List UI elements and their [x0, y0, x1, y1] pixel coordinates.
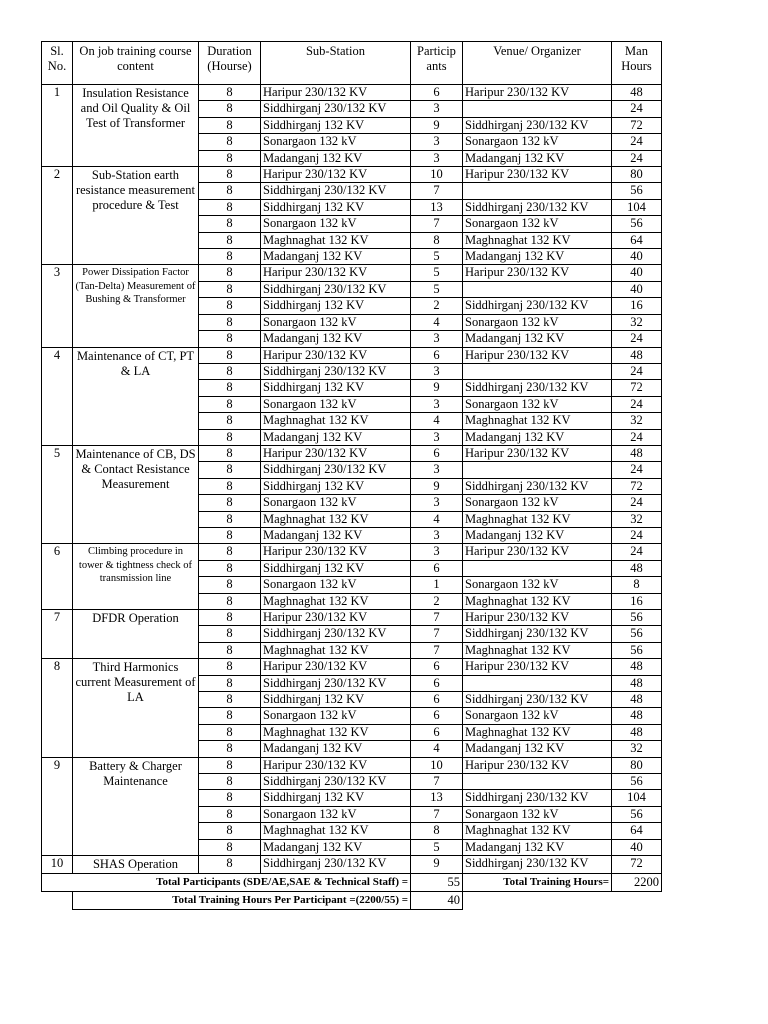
- table-row: [42, 757, 662, 773]
- course-sl-cell: 5: [42, 445, 73, 543]
- substation-cell: Sonargaon 132 kV: [261, 396, 411, 412]
- substation-cell: Haripur 230/132 KV: [261, 347, 411, 363]
- participants-cell: 7: [411, 806, 463, 822]
- participants-cell: 6: [411, 675, 463, 691]
- participants-cell: 2: [411, 593, 463, 609]
- duration-cell: 8: [199, 396, 261, 412]
- course-title-cell: Third Harmonics current Measurement of LA: [73, 659, 199, 757]
- venue-cell: Madanganj 132 KV: [463, 527, 612, 543]
- manhours-cell: 48: [612, 692, 662, 708]
- substation-cell: Madanganj 132 KV: [261, 331, 411, 347]
- course-title-cell: SHAS Operation: [73, 856, 199, 874]
- manhours-cell: 56: [612, 642, 662, 658]
- duration-cell: 8: [199, 281, 261, 297]
- venue-cell: Madanganj 132 KV: [463, 331, 612, 347]
- header-course: On job training course content: [73, 42, 199, 85]
- participants-cell: 9: [411, 856, 463, 874]
- substation-cell: Maghnaghat 132 KV: [261, 232, 411, 248]
- duration-cell: 8: [199, 150, 261, 166]
- venue-cell: [463, 281, 612, 297]
- course-sl-cell: 8: [42, 659, 73, 757]
- manhours-cell: 48: [612, 675, 662, 691]
- substation-cell: Haripur 230/132 KV: [261, 659, 411, 675]
- header-substation: Sub-Station: [261, 42, 411, 85]
- table-row: [42, 610, 662, 626]
- participants-cell: 2: [411, 298, 463, 314]
- duration-cell: 8: [199, 757, 261, 773]
- venue-cell: Siddhirganj 230/132 KV: [463, 199, 612, 215]
- manhours-cell: 32: [612, 511, 662, 527]
- duration-cell: 8: [199, 85, 261, 101]
- manhours-cell: 16: [612, 593, 662, 609]
- manhours-cell: 48: [612, 347, 662, 363]
- duration-cell: 8: [199, 724, 261, 740]
- manhours-cell: 104: [612, 790, 662, 806]
- duration-cell: 8: [199, 462, 261, 478]
- total-participants-row: [42, 874, 662, 892]
- substation-cell: Siddhirganj 132 KV: [261, 790, 411, 806]
- total-hours-value: 2200: [612, 874, 662, 892]
- substation-cell: Haripur 230/132 KV: [261, 85, 411, 101]
- substation-cell: Siddhirganj 230/132 KV: [261, 281, 411, 297]
- participants-cell: 7: [411, 626, 463, 642]
- duration-cell: 8: [199, 380, 261, 396]
- duration-cell: 8: [199, 199, 261, 215]
- manhours-cell: 16: [612, 298, 662, 314]
- venue-cell: Siddhirganj 230/132 KV: [463, 380, 612, 396]
- training-schedule-document: [41, 41, 661, 910]
- duration-cell: 8: [199, 610, 261, 626]
- table-row: [42, 445, 662, 461]
- venue-cell: Maghnaghat 132 KV: [463, 724, 612, 740]
- venue-cell: Siddhirganj 230/132 KV: [463, 626, 612, 642]
- substation-cell: Haripur 230/132 KV: [261, 757, 411, 773]
- course-sl-cell: 9: [42, 757, 73, 855]
- participants-cell: 6: [411, 692, 463, 708]
- venue-cell: Siddhirganj 230/132 KV: [463, 298, 612, 314]
- course-title-cell: Sub-Station earth resistance measurement procedure & Test: [73, 167, 199, 265]
- venue-cell: Maghnaghat 132 KV: [463, 642, 612, 658]
- participants-cell: 9: [411, 380, 463, 396]
- substation-cell: Haripur 230/132 KV: [261, 167, 411, 183]
- venue-cell: [463, 560, 612, 576]
- manhours-cell: 24: [612, 134, 662, 150]
- participants-cell: 3: [411, 495, 463, 511]
- manhours-cell: 56: [612, 610, 662, 626]
- venue-cell: Madanganj 132 KV: [463, 839, 612, 855]
- venue-cell: Sonargaon 132 kV: [463, 396, 612, 412]
- duration-cell: 8: [199, 101, 261, 117]
- course-sl-cell: 6: [42, 544, 73, 610]
- participants-cell: 3: [411, 150, 463, 166]
- manhours-cell: 32: [612, 314, 662, 330]
- duration-cell: 8: [199, 577, 261, 593]
- course-title-cell: Maintenance of CT, PT & LA: [73, 347, 199, 445]
- substation-cell: Siddhirganj 230/132 KV: [261, 626, 411, 642]
- manhours-cell: 80: [612, 167, 662, 183]
- venue-cell: Sonargaon 132 kV: [463, 216, 612, 232]
- manhours-cell: 24: [612, 101, 662, 117]
- venue-cell: Haripur 230/132 KV: [463, 347, 612, 363]
- manhours-cell: 40: [612, 249, 662, 265]
- substation-cell: Siddhirganj 230/132 KV: [261, 774, 411, 790]
- substation-cell: Maghnaghat 132 KV: [261, 724, 411, 740]
- manhours-cell: 48: [612, 85, 662, 101]
- duration-cell: 8: [199, 134, 261, 150]
- participants-cell: 3: [411, 544, 463, 560]
- table-row: [42, 167, 662, 183]
- participants-cell: 9: [411, 478, 463, 494]
- manhours-cell: 56: [612, 183, 662, 199]
- per-participant-value: 40: [411, 892, 463, 910]
- duration-cell: 8: [199, 183, 261, 199]
- substation-cell: Siddhirganj 132 KV: [261, 692, 411, 708]
- participants-cell: 5: [411, 839, 463, 855]
- venue-cell: Maghnaghat 132 KV: [463, 511, 612, 527]
- course-sl-cell: 2: [42, 167, 73, 265]
- manhours-cell: 64: [612, 823, 662, 839]
- manhours-cell: 24: [612, 462, 662, 478]
- venue-cell: Sonargaon 132 kV: [463, 577, 612, 593]
- venue-cell: Madanganj 132 KV: [463, 741, 612, 757]
- venue-cell: Madanganj 132 KV: [463, 150, 612, 166]
- manhours-cell: 72: [612, 478, 662, 494]
- duration-cell: 8: [199, 675, 261, 691]
- substation-cell: Siddhirganj 132 KV: [261, 298, 411, 314]
- manhours-cell: 72: [612, 380, 662, 396]
- course-title-cell: Insulation Resistance and Oil Quality & Oil Test of Transformer: [73, 85, 199, 167]
- course-title-cell: Power Dissipation Factor (Tan-Delta) Measurement of Bushing & Transformer: [73, 265, 199, 347]
- venue-cell: [463, 462, 612, 478]
- duration-cell: 8: [199, 167, 261, 183]
- manhours-cell: 24: [612, 527, 662, 543]
- duration-cell: 8: [199, 626, 261, 642]
- participants-cell: 5: [411, 265, 463, 281]
- participants-cell: 7: [411, 610, 463, 626]
- venue-cell: Siddhirganj 230/132 KV: [463, 790, 612, 806]
- participants-cell: 6: [411, 659, 463, 675]
- substation-cell: Sonargaon 132 kV: [261, 806, 411, 822]
- manhours-cell: 24: [612, 396, 662, 412]
- table-row: [42, 544, 662, 560]
- duration-cell: 8: [199, 708, 261, 724]
- participants-cell: 5: [411, 281, 463, 297]
- venue-cell: Sonargaon 132 kV: [463, 314, 612, 330]
- venue-cell: [463, 774, 612, 790]
- header-participants: Particip ants: [411, 42, 463, 85]
- substation-cell: Sonargaon 132 kV: [261, 495, 411, 511]
- participants-cell: 4: [411, 413, 463, 429]
- duration-cell: 8: [199, 216, 261, 232]
- substation-cell: Siddhirganj 132 KV: [261, 117, 411, 133]
- participants-cell: 7: [411, 183, 463, 199]
- manhours-cell: 48: [612, 560, 662, 576]
- manhours-cell: 32: [612, 741, 662, 757]
- participants-cell: 3: [411, 429, 463, 445]
- participants-cell: 13: [411, 790, 463, 806]
- manhours-cell: 40: [612, 265, 662, 281]
- venue-cell: [463, 101, 612, 117]
- duration-cell: 8: [199, 741, 261, 757]
- substation-cell: Siddhirganj 230/132 KV: [261, 675, 411, 691]
- duration-cell: 8: [199, 642, 261, 658]
- manhours-cell: 48: [612, 659, 662, 675]
- participants-cell: 4: [411, 511, 463, 527]
- substation-cell: Haripur 230/132 KV: [261, 544, 411, 560]
- manhours-cell: 48: [612, 724, 662, 740]
- total-participants-value: 55: [411, 874, 463, 892]
- substation-cell: Haripur 230/132 KV: [261, 610, 411, 626]
- substation-cell: Siddhirganj 230/132 KV: [261, 462, 411, 478]
- participants-cell: 3: [411, 331, 463, 347]
- manhours-cell: 48: [612, 445, 662, 461]
- participants-cell: 3: [411, 134, 463, 150]
- manhours-cell: 32: [612, 413, 662, 429]
- duration-cell: 8: [199, 363, 261, 379]
- blank-cell: [463, 892, 612, 910]
- participants-cell: 10: [411, 757, 463, 773]
- course-title-cell: DFDR Operation: [73, 610, 199, 659]
- participants-cell: 7: [411, 642, 463, 658]
- substation-cell: Madanganj 132 KV: [261, 839, 411, 855]
- duration-cell: 8: [199, 347, 261, 363]
- venue-cell: Maghnaghat 132 KV: [463, 823, 612, 839]
- manhours-cell: 24: [612, 150, 662, 166]
- substation-cell: Madanganj 132 KV: [261, 249, 411, 265]
- venue-cell: [463, 363, 612, 379]
- duration-cell: 8: [199, 249, 261, 265]
- venue-cell: Madanganj 132 KV: [463, 249, 612, 265]
- table-row: [42, 347, 662, 363]
- venue-cell: Haripur 230/132 KV: [463, 445, 612, 461]
- participants-cell: 3: [411, 527, 463, 543]
- substation-cell: Siddhirganj 132 KV: [261, 380, 411, 396]
- substation-cell: Madanganj 132 KV: [261, 150, 411, 166]
- venue-cell: Sonargaon 132 kV: [463, 134, 612, 150]
- participants-cell: 3: [411, 101, 463, 117]
- venue-cell: Haripur 230/132 KV: [463, 659, 612, 675]
- table-body: [42, 85, 662, 874]
- venue-cell: Haripur 230/132 KV: [463, 610, 612, 626]
- substation-cell: Siddhirganj 230/132 KV: [261, 856, 411, 874]
- manhours-cell: 104: [612, 199, 662, 215]
- totals-section: [42, 874, 662, 910]
- manhours-cell: 72: [612, 117, 662, 133]
- header-venue: Venue/ Organizer: [463, 42, 612, 85]
- duration-cell: 8: [199, 445, 261, 461]
- course-title-cell: Maintenance of CB, DS & Contact Resistance Measurement: [73, 445, 199, 543]
- duration-cell: 8: [199, 314, 261, 330]
- manhours-cell: 8: [612, 577, 662, 593]
- venue-cell: Maghnaghat 132 KV: [463, 593, 612, 609]
- substation-cell: Siddhirganj 132 KV: [261, 560, 411, 576]
- table-header-row: [42, 42, 662, 85]
- venue-cell: Haripur 230/132 KV: [463, 757, 612, 773]
- header-duration: Duration (Hourse): [199, 42, 261, 85]
- venue-cell: Haripur 230/132 KV: [463, 85, 612, 101]
- substation-cell: Siddhirganj 230/132 KV: [261, 183, 411, 199]
- manhours-cell: 56: [612, 216, 662, 232]
- participants-cell: 5: [411, 249, 463, 265]
- duration-cell: 8: [199, 478, 261, 494]
- venue-cell: Maghnaghat 132 KV: [463, 232, 612, 248]
- venue-cell: Siddhirganj 230/132 KV: [463, 117, 612, 133]
- venue-cell: Haripur 230/132 KV: [463, 544, 612, 560]
- manhours-cell: 24: [612, 363, 662, 379]
- course-title-cell: Battery & Charger Maintenance: [73, 757, 199, 855]
- manhours-cell: 24: [612, 544, 662, 560]
- substation-cell: Maghnaghat 132 KV: [261, 642, 411, 658]
- participants-cell: 6: [411, 347, 463, 363]
- blank-cell: [612, 892, 662, 910]
- duration-cell: 8: [199, 429, 261, 445]
- per-participant-row: [42, 892, 662, 910]
- participants-cell: 10: [411, 167, 463, 183]
- venue-cell: [463, 183, 612, 199]
- participants-cell: 7: [411, 216, 463, 232]
- substation-cell: Sonargaon 132 kV: [261, 134, 411, 150]
- duration-cell: 8: [199, 331, 261, 347]
- duration-cell: 8: [199, 495, 261, 511]
- duration-cell: 8: [199, 117, 261, 133]
- substation-cell: Sonargaon 132 kV: [261, 314, 411, 330]
- participants-cell: 3: [411, 462, 463, 478]
- duration-cell: 8: [199, 790, 261, 806]
- participants-cell: 3: [411, 363, 463, 379]
- manhours-cell: 48: [612, 708, 662, 724]
- substation-cell: Haripur 230/132 KV: [261, 445, 411, 461]
- substation-cell: Sonargaon 132 kV: [261, 708, 411, 724]
- participants-cell: 8: [411, 823, 463, 839]
- participants-cell: 6: [411, 445, 463, 461]
- substation-cell: Siddhirganj 132 KV: [261, 199, 411, 215]
- duration-cell: 8: [199, 806, 261, 822]
- table-row: [42, 856, 662, 874]
- duration-cell: 8: [199, 774, 261, 790]
- substation-cell: Madanganj 132 KV: [261, 741, 411, 757]
- header-manhours: Man Hours: [612, 42, 662, 85]
- course-sl-cell: 10: [42, 856, 73, 874]
- total-participants-label: Total Participants (SDE/AE,SAE & Technical Staff) =: [42, 874, 411, 892]
- substation-cell: Maghnaghat 132 KV: [261, 593, 411, 609]
- substation-cell: Siddhirganj 132 KV: [261, 478, 411, 494]
- participants-cell: 1: [411, 577, 463, 593]
- venue-cell: Siddhirganj 230/132 KV: [463, 856, 612, 874]
- substation-cell: Haripur 230/132 KV: [261, 265, 411, 281]
- duration-cell: 8: [199, 511, 261, 527]
- duration-cell: 8: [199, 265, 261, 281]
- venue-cell: Madanganj 132 KV: [463, 429, 612, 445]
- venue-cell: [463, 675, 612, 691]
- substation-cell: Maghnaghat 132 KV: [261, 823, 411, 839]
- table-row: [42, 659, 662, 675]
- training-table: [41, 41, 662, 910]
- duration-cell: 8: [199, 413, 261, 429]
- total-hours-label: Total Training Hours=: [463, 874, 612, 892]
- venue-cell: Maghnaghat 132 KV: [463, 413, 612, 429]
- blank-cell: [42, 892, 73, 910]
- manhours-cell: 24: [612, 331, 662, 347]
- course-sl-cell: 4: [42, 347, 73, 445]
- course-sl-cell: 7: [42, 610, 73, 659]
- duration-cell: 8: [199, 839, 261, 855]
- substation-cell: Madanganj 132 KV: [261, 429, 411, 445]
- participants-cell: 4: [411, 741, 463, 757]
- duration-cell: 8: [199, 692, 261, 708]
- manhours-cell: 56: [612, 806, 662, 822]
- manhours-cell: 56: [612, 774, 662, 790]
- course-sl-cell: 1: [42, 85, 73, 167]
- venue-cell: Siddhirganj 230/132 KV: [463, 478, 612, 494]
- venue-cell: Siddhirganj 230/132 KV: [463, 692, 612, 708]
- participants-cell: 6: [411, 724, 463, 740]
- per-participant-label: Total Training Hours Per Participant =(2200/55) =: [73, 892, 411, 910]
- participants-cell: 7: [411, 774, 463, 790]
- manhours-cell: 24: [612, 495, 662, 511]
- substation-cell: Maghnaghat 132 KV: [261, 511, 411, 527]
- manhours-cell: 72: [612, 856, 662, 874]
- duration-cell: 8: [199, 544, 261, 560]
- duration-cell: 8: [199, 232, 261, 248]
- participants-cell: 9: [411, 117, 463, 133]
- table-row: [42, 85, 662, 101]
- substation-cell: Siddhirganj 230/132 KV: [261, 363, 411, 379]
- table-row: [42, 265, 662, 281]
- substation-cell: Maghnaghat 132 KV: [261, 413, 411, 429]
- substation-cell: Madanganj 132 KV: [261, 527, 411, 543]
- venue-cell: Sonargaon 132 kV: [463, 495, 612, 511]
- participants-cell: 6: [411, 85, 463, 101]
- duration-cell: 8: [199, 298, 261, 314]
- manhours-cell: 64: [612, 232, 662, 248]
- participants-cell: 4: [411, 314, 463, 330]
- manhours-cell: 56: [612, 626, 662, 642]
- participants-cell: 8: [411, 232, 463, 248]
- participants-cell: 3: [411, 396, 463, 412]
- header-sl: Sl. No.: [42, 42, 73, 85]
- participants-cell: 13: [411, 199, 463, 215]
- duration-cell: 8: [199, 659, 261, 675]
- venue-cell: Sonargaon 132 kV: [463, 708, 612, 724]
- substation-cell: Sonargaon 132 kV: [261, 577, 411, 593]
- duration-cell: 8: [199, 593, 261, 609]
- duration-cell: 8: [199, 856, 261, 874]
- substation-cell: Siddhirganj 230/132 KV: [261, 101, 411, 117]
- duration-cell: 8: [199, 560, 261, 576]
- venue-cell: Haripur 230/132 KV: [463, 265, 612, 281]
- substation-cell: Sonargaon 132 kV: [261, 216, 411, 232]
- manhours-cell: 40: [612, 281, 662, 297]
- manhours-cell: 24: [612, 429, 662, 445]
- duration-cell: 8: [199, 823, 261, 839]
- venue-cell: Sonargaon 132 kV: [463, 806, 612, 822]
- manhours-cell: 80: [612, 757, 662, 773]
- venue-cell: Haripur 230/132 KV: [463, 167, 612, 183]
- duration-cell: 8: [199, 527, 261, 543]
- participants-cell: 6: [411, 560, 463, 576]
- course-title-cell: Climbing procedure in tower & tightness check of transmission line: [73, 544, 199, 610]
- participants-cell: 6: [411, 708, 463, 724]
- course-sl-cell: 3: [42, 265, 73, 347]
- manhours-cell: 40: [612, 839, 662, 855]
